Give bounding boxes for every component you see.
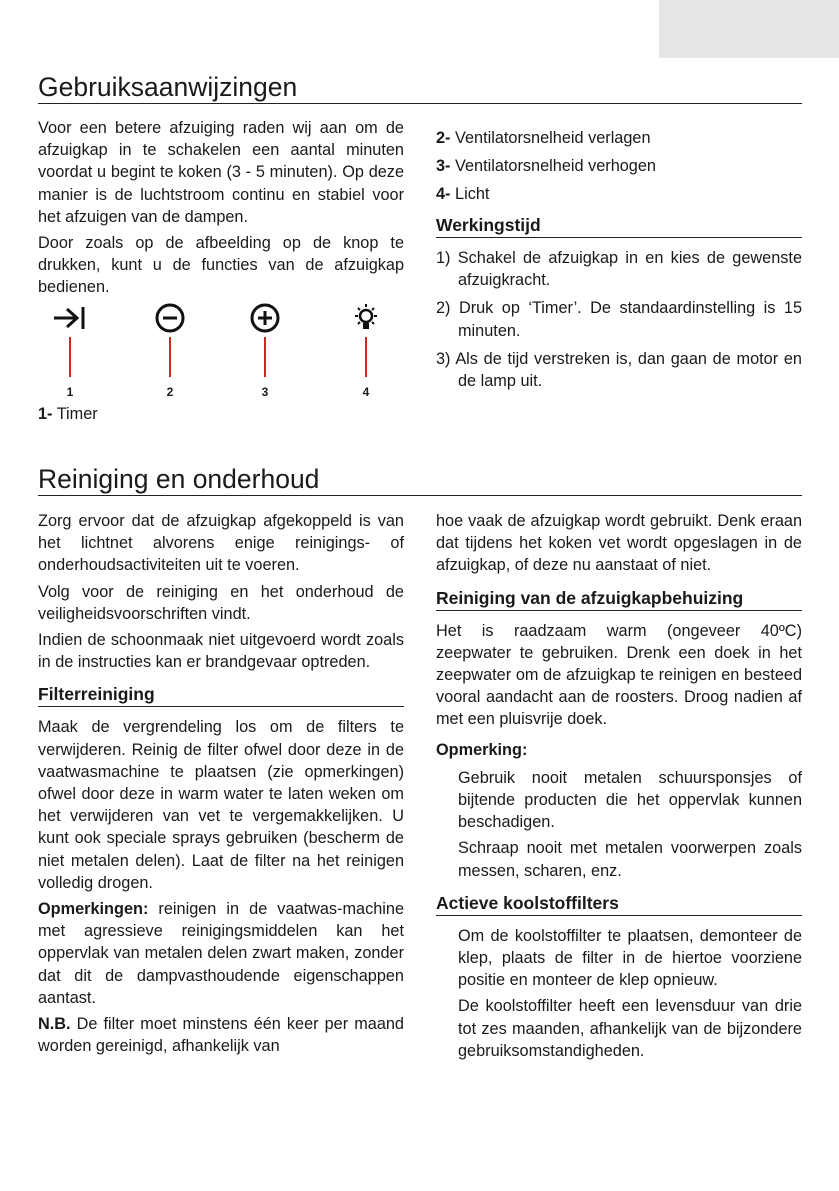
section2-left-column	[38, 510, 404, 1061]
paragraph: hoe vaak de afzuigkap wordt gebruikt. Denk eraan dat tijdens het koken vet wordt opgeslagen in de afzuigkap, of deze nu aanstaat of niet.	[436, 512, 802, 575]
section1-right-column	[436, 124, 802, 398]
figure-item-2	[150, 303, 190, 403]
opmerkingen-text: reinigen in de vaatwas-machine met agressieve reinigingsmiddelen kan het oppervlak van metalen delen zwart maken, zonder dat dit de dampvasthoudende eigenschappen aantast.	[38, 900, 404, 1007]
section-title-reiniging: Reiniging en onderhoud	[38, 464, 802, 496]
subsection-title-werkingstijd: Werkingstijd	[436, 214, 802, 238]
light-bulb-icon	[350, 303, 382, 333]
item-number: 3-	[436, 157, 451, 175]
figure-number: 2	[166, 384, 174, 399]
step-item: 3) Als de tijd verstreken is, dan gaan de motor en de lamp uit.	[436, 349, 802, 391]
indicator-line	[169, 337, 171, 377]
paragraph: Voor een betere afzuiging raden wij aan om de afzuigkap in te schakelen een aantal minuten voordat u begint te koken (3 - 5 minuten). Op deze manier is de luchtstroom continu en stabiel voor het afzuigen van de dampen.	[38, 119, 404, 226]
nb-label: N.B.	[38, 1015, 71, 1034]
function-item-4	[436, 180, 802, 208]
steps-list	[436, 247, 802, 392]
subsection-title-behuizing: Reiniging van de afzuigkapbehuizing	[436, 587, 802, 611]
section1-left-column	[38, 117, 404, 429]
plus-circle-icon	[249, 303, 281, 333]
figure-number: 4	[362, 384, 370, 399]
item-text: Ventilatorsnelheid verhogen	[455, 157, 656, 175]
page-tab-marker	[659, 0, 839, 58]
item-text: Ventilatorsnelheid verlagen	[455, 129, 651, 147]
paragraph: Volg voor de reiniging en het onderhoud de veiligheidsvoorschriften vindt.	[38, 582, 404, 623]
figure-item-1	[50, 303, 90, 403]
figure-number: 3	[261, 384, 269, 399]
paragraph: Maak de vergrendeling los om de filters te verwijderen. Reinig de filter ofwel door deze in de vaatwasmachine te plaatsen (zie opmerkingen) ofwel door deze in warm water te laten weken om het verwijderen van vet te vergemakkelijken. U kunt ook speciale sprays gebruiken (bescherm de niet metalen delen). Laat de filter na het reinigen volledig drogen.	[38, 718, 404, 892]
indicator-line	[365, 337, 367, 377]
paragraph: Het is raadzaam warm (ongeveer 40ºC) zeepwater te gebruiken. Drenk een doek in het zeepwater om de afzuigkap te reinigen en besteed vooral aandacht aan de roosters. Droog nadien af met een pluisvrije doek.	[436, 621, 802, 729]
item-number: 4-	[436, 185, 451, 203]
item-text: Timer	[56, 404, 98, 423]
step-item: 2) Druk op ‘Timer’. De standaardinstelling is 15 minuten.	[436, 299, 802, 340]
nb-text: De filter moet minstens één keer per maand worden gereinigd, afhankelijk van	[38, 1015, 404, 1056]
function-item-3	[436, 152, 802, 180]
figure-item-3	[245, 303, 285, 403]
figure-item-4	[346, 303, 386, 403]
function-list	[436, 124, 802, 208]
koolstof-item: De koolstoffilter heeft een levensduur van drie tot zes maanden, afhankelijk van de bijzondere gebruiksomstandigheden.	[458, 997, 802, 1060]
item-number: 2-	[436, 129, 451, 147]
item-text: Licht	[455, 185, 490, 203]
timer-arrow-icon	[52, 303, 88, 333]
section-title-gebruiksaanwijzingen: Gebruiksaanwijzingen	[38, 72, 802, 104]
opmerking-item: Schraap nooit met metalen voorwerpen zoals messen, scharen, enz.	[458, 839, 802, 880]
figure-number: 1	[66, 384, 74, 399]
opmerking-item: Gebruik nooit metalen schuursponsjes of bijtende producten die het oppervlak kunnen beschadigen.	[458, 768, 802, 832]
nb-paragraph	[38, 1013, 404, 1057]
subsection-title-koolstoffilters: Actieve koolstoffilters	[436, 892, 802, 916]
paragraph: Zorg ervoor dat de afzuigkap afgekoppeld is van het lichtnet alvorens enige reinigings- of onderhoudsactiviteiten uit te voeren.	[38, 512, 404, 575]
item-number: 1-	[38, 404, 53, 423]
paragraph: Indien de schoonmaak niet uitgevoerd wordt zoals in de instructies kan er brandgevaar optreden.	[38, 631, 404, 672]
section2-right-column	[436, 510, 802, 1066]
koolstof-item: Om de koolstoffilter te plaatsen, demonteer de klep, plaats de filter in de hiertoe voorziene positie en monteer de klep opnieuw.	[458, 926, 802, 990]
function-item-1	[38, 403, 404, 425]
opmerkingen-paragraph	[38, 898, 404, 1009]
indicator-line	[69, 337, 71, 377]
opmerking-label	[436, 739, 802, 761]
step-item: 1) Schakel de afzuigkap in en kies de gewenste afzuigkracht.	[436, 249, 802, 290]
opmerkingen-label: Opmerkingen:	[38, 900, 149, 919]
control-buttons-figure	[38, 303, 398, 403]
paragraph: Door zoals op de afbeelding op de knop te drukken, kunt u de functies van de afzuigkap bedienen.	[38, 234, 404, 297]
minus-circle-icon	[154, 303, 186, 333]
subsection-title-filterreiniging: Filterreiniging	[38, 683, 404, 707]
indicator-line	[264, 337, 266, 377]
opmerking-label-text: Opmerking:	[436, 740, 528, 759]
function-item-2	[436, 124, 802, 152]
